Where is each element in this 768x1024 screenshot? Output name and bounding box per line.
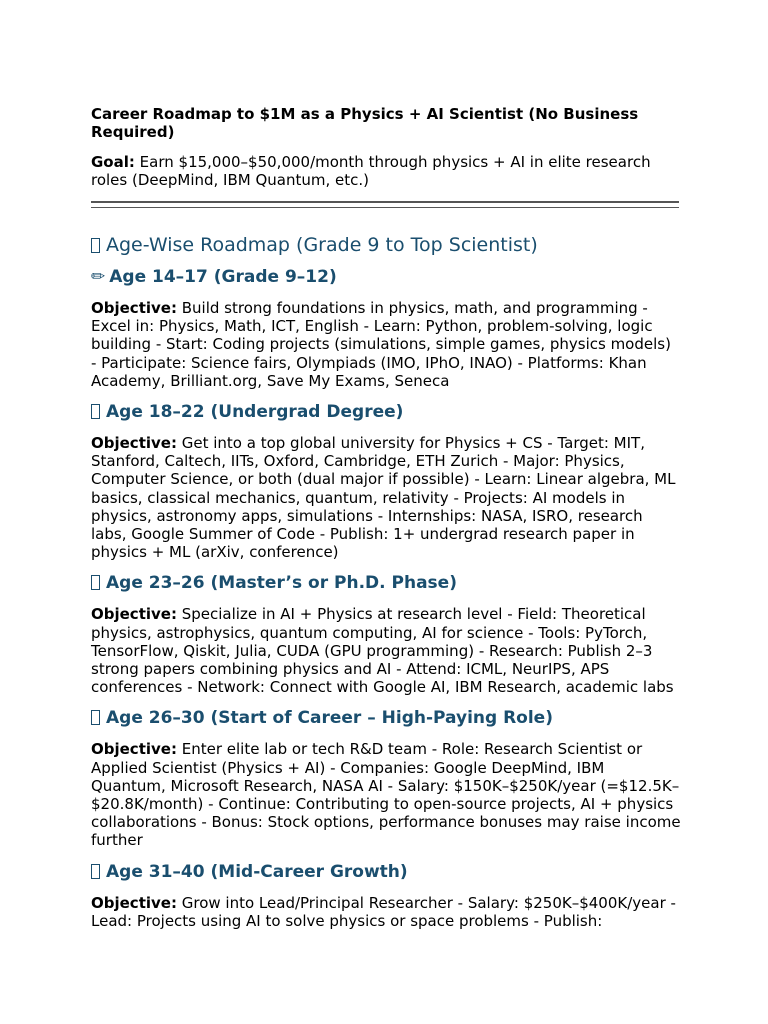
horizontal-divider xyxy=(91,201,679,208)
section-heading-text: Age 18–22 (Undergrad Degree) xyxy=(106,402,404,423)
objective-label: Objective: xyxy=(91,893,177,912)
section-heading-text: Age 23–26 (Master’s or Ph.D. Phase) xyxy=(106,573,457,594)
section-body-text: Grow into Lead/Principal Researcher - Salary: $250K–$400K/year - Lead: Projects using AI to solve physics or space problems - Publish: xyxy=(91,893,676,930)
section-heading-age-31-40 xyxy=(91,861,681,883)
section-body-age-23-26 xyxy=(91,605,681,696)
missing-glyph-icon xyxy=(91,404,100,419)
objective-label: Objective: xyxy=(91,299,177,317)
missing-glyph-icon xyxy=(91,864,100,879)
pencil-icon: ✏ xyxy=(91,267,106,287)
goal-label: Goal: xyxy=(91,153,135,171)
section-body-age-14-17 xyxy=(91,299,681,390)
missing-glyph-icon xyxy=(91,575,100,590)
section-body-text: Get into a top global university for Physics + CS - Target: MIT, Stanford, Caltech, IITs, Oxford, Cambridge, ETH Zurich - Major: Physics, Computer Science, or both (dual major if possible) - Learn: Linear algebra, ML basics, classical mechanics, quantum, relativity - Projects: AI models in physics, astronomy apps, simulations - Internships: NASA, ISRO, research labs, Google Summer of Code - Publish: 1+ undergrad research paper in physics + ML (arXiv, conference) xyxy=(91,434,676,562)
missing-glyph-icon xyxy=(91,710,100,725)
section-body-text: Enter elite lab or tech R&D team - Role: Research Scientist or Applied Scientist (Physics + AI) - Companies: Google DeepMind, IBM Quantum, Microsoft Research, NASA AI - Salary: $150K–$250K/year (=$12.5K–$20.8K/month) - Continue: Contributing to open-source projects, AI + physics collaborations - Bonus: Stock options, performance bonuses may raise income further xyxy=(91,740,681,850)
section-body-age-26-30 xyxy=(91,740,681,849)
objective-label: Objective: xyxy=(91,740,177,759)
objective-label: Objective: xyxy=(91,605,177,624)
section-heading-text: Age 26–30 (Start of Career – High-Paying Role) xyxy=(106,708,553,729)
section-heading-text: Age 31–40 (Mid-Career Growth) xyxy=(106,861,408,882)
section-heading-age-14-17 xyxy=(91,266,681,288)
section-body-text: Build strong foundations in physics, math, and programming - Excel in: Physics, Math, ICT, English - Learn: Python, problem-solving, logic building - Start: Coding projects (simulations, simple games, physics models) - Participate: Science fairs, Olympiads (IMO, IPhO, INAO) - Platforms: Khan Academy, Brilliant.org, Save My Exams, Seneca xyxy=(91,299,671,390)
section-heading-age-26-30 xyxy=(91,707,681,729)
document-page xyxy=(91,105,681,930)
section-body-text: Specialize in AI + Physics at research level - Field: Theoretical physics, astrophysics, quantum computing, AI for science - Tools: PyTorch, TensorFlow, Qiskit, Julia, CUDA (GPU programming) - Research: Publish 2–3 strong papers combining physics and AI - Attend: ICML, NeurIPS, APS conferences - Network: Connect with Google AI, IBM Research, academic labs xyxy=(91,605,674,697)
missing-glyph-icon xyxy=(91,238,100,253)
roadmap-heading-text: Age-Wise Roadmap (Grade 9 to Top Scientist) xyxy=(106,234,538,256)
goal-text: Earn $15,000–$50,000/month through physics + AI in elite research roles (DeepMind, IBM Quantum, etc.) xyxy=(91,153,651,189)
section-body-age-31-40 xyxy=(91,894,681,930)
section-heading-text: Age 14–17 (Grade 9–12) xyxy=(109,267,337,287)
roadmap-heading xyxy=(91,233,681,257)
section-heading-age-23-26 xyxy=(91,572,681,594)
goal-paragraph xyxy=(91,153,681,189)
document-title: Career Roadmap to $1M as a Physics + AI Scientist (No Business Required) xyxy=(91,105,639,141)
objective-label: Objective: xyxy=(91,434,177,453)
section-heading-age-18-22 xyxy=(91,401,681,423)
section-body-age-18-22 xyxy=(91,434,681,561)
